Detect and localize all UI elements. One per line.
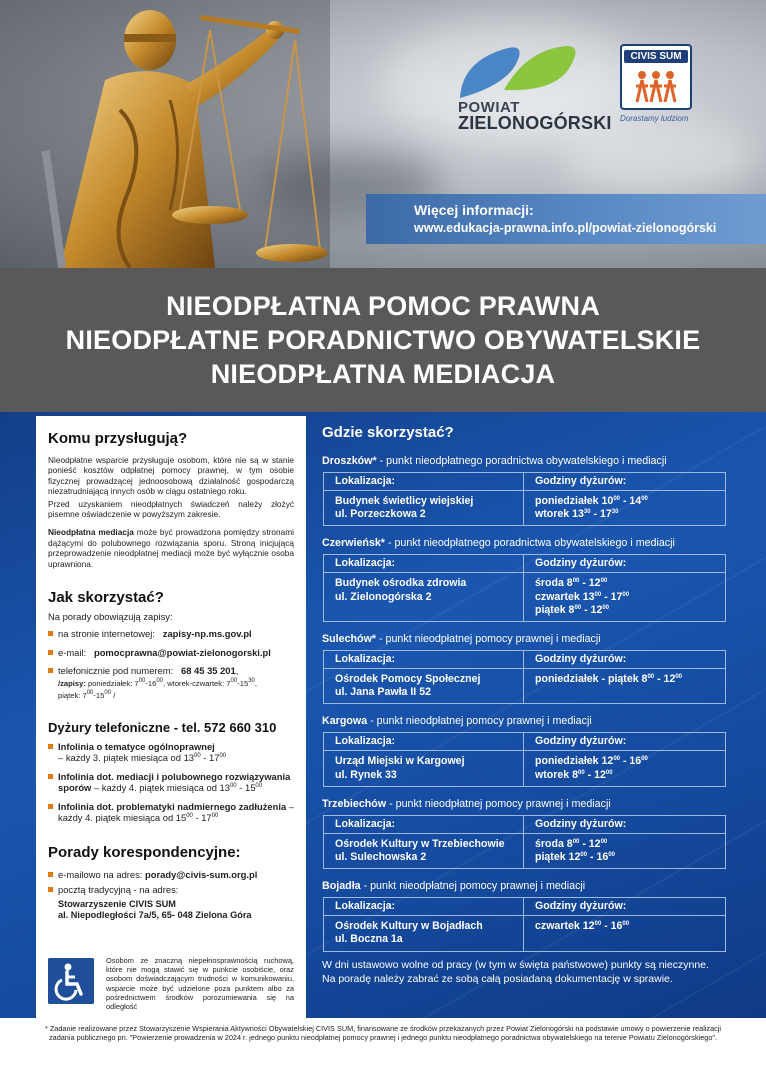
- how-web-label: na stronie internetowej:: [58, 628, 155, 640]
- location-table-header: [324, 651, 726, 669]
- location-table: [323, 472, 726, 526]
- location-town: Bojadła: [322, 880, 361, 893]
- location-table-row: [324, 573, 726, 622]
- corr-address: al. Niepodległości 7a/5, 65- 048 Zielona Góra: [58, 910, 252, 921]
- col-hours-header: Godziny dyżurów:: [524, 733, 726, 751]
- location-address: Ośrodek Pomocy Społecznej ul. Jana Pawła II 52: [324, 669, 524, 704]
- location-block: [322, 880, 732, 951]
- duty-item-1: Infolinia o tematyce ogólnoprawnej – każdy 3. piątek miesiąca od $13^{00} - 17^{00}$: [48, 741, 294, 764]
- who-paragraph-1: Nieodpłatne wsparcie przysługuje osobom, które nie są w stanie ponieść kosztów odpłatnej pomocy prawnej, w tym osobie fizycznej prowadzącej jednoosobową działalność gospodarczą niezatrudniającą innych osób w ciągu ostatniego roku.: [48, 455, 294, 497]
- civis-sum-name: CIVIS SUM: [624, 50, 688, 63]
- location-heading: [322, 798, 732, 810]
- location-town: Droszków*: [322, 455, 377, 467]
- location-address: Ośrodek Kultury w Bojadłach ul. Boczna 1a: [324, 916, 524, 951]
- how-email-link[interactable]: pomocprawna@powiat-zielonogorski.pl: [93, 646, 271, 658]
- footer: [0, 1018, 766, 1080]
- location-table-row: [324, 751, 726, 786]
- location-table: [323, 815, 726, 869]
- wheelchair-icon: [48, 958, 94, 1004]
- how-item-phone: telefonicznie pod numerem: 68 45 35 201, /zapisy: poniedziałek: $7^{00}-16^{00}$, wtorek-czwartek: $7^{00}-15^{30}$, piątek: $7^{00}-15^{00}$ /: [48, 665, 294, 702]
- duty-item-3: Infolinia dot. problematyki nadmiernego zadłużenia – każdy 4. piątek miesiąca od $15^{00} - 17^{00}$: [48, 801, 294, 824]
- location-table-header: [324, 815, 726, 833]
- people-icon: [634, 68, 678, 104]
- location-block: [322, 715, 732, 786]
- location-desc: - punkt nieodpłatnego poradnictwa obywatelskiego i mediacji: [384, 537, 675, 550]
- location-table-header: [324, 898, 726, 916]
- location-hours: [524, 833, 726, 868]
- right-panel: [322, 424, 732, 986]
- note-documents: Na poradę należy zabrać ze sobą całą posiadaną dokumentację w sprawie.: [322, 972, 673, 985]
- hours-line: środa $8^{00} - 12^{00}$: [535, 837, 608, 850]
- duty-item-2: Infolinia dot. mediacji i polubownego rozwiązywania sporów – każdy 4. piątek miesiąca od $13^{00} - 15^{00}$: [48, 771, 294, 794]
- location-hours: [524, 573, 726, 622]
- location-table-header: [324, 733, 726, 751]
- how-web-link[interactable]: zapisy-np.ms.gov.pl: [162, 628, 252, 640]
- hours-line: czwartek $12^{00} - 16^{00}$: [535, 920, 630, 933]
- hero-banner: [0, 0, 766, 268]
- corr-address-block: [48, 899, 294, 922]
- col-location-header: Lokalizacja:: [324, 473, 524, 491]
- hours-line: środa $8^{00} - 12^{00}$: [535, 577, 608, 590]
- hours-line: czwartek $13^{00} - 17^{00}$: [535, 590, 630, 603]
- how-phone-label: telefonicznie pod numerem:: [58, 665, 174, 677]
- col-hours-header: Godziny dyżurów:: [524, 898, 726, 916]
- corr-item-post: pocztą tradycyjną - na adres:: [48, 884, 294, 896]
- location-desc: - punkt nieodpłatnego poradnictwa obywatelskiego i mediacji: [376, 455, 667, 467]
- location-desc: - punkt nieodpłatnej pomocy prawnej i mediacji: [376, 633, 601, 646]
- location-hours: [524, 491, 726, 526]
- hours-line: piątek $8^{00} - 12^{00}$: [535, 603, 610, 616]
- col-hours-header: Godziny dyżurów:: [524, 815, 726, 833]
- accessibility-text: Osobom ze znaczną niepełnosprawnością ruchową, które nie mogą stawić się w punkcie osobiście, oraz osobom doświadczającym trudności w komunikowaniu, wsparcie może być udzielone poza punktem albo za pośrednictwem środków porozumiewania się na odległość: [106, 956, 294, 1012]
- left-panel: [36, 416, 306, 1018]
- duty-heading: Dyżury telefoniczne - tel. 572 660 310: [48, 719, 277, 735]
- title-line2: NIEODPŁATNE PORADNICTWO OBYWATELSKIE: [65, 325, 701, 355]
- civis-sum-logo: [620, 44, 692, 110]
- location-table: [323, 650, 726, 704]
- location-address: Ośrodek Kultury w Trzebiechowie ul. Sulechowska 2: [324, 833, 524, 868]
- col-hours-header: Godziny dyżurów:: [524, 473, 726, 491]
- mediation-text: może być prowadzona pomiędzy stronami dążącymi do polubownego rozwiązania sporu. Stroną inicjującą przeprowadzenie nieodpłatnej mediacji może być wyłącznie osoba uprawniona.: [48, 527, 294, 569]
- who-paragraph-2: Przed uzyskaniem nieodpłatnych świadczeń należy złożyć pisemne oświadczenie w powyższym zakresie.: [48, 498, 294, 520]
- location-desc: - punkt nieodpłatnej pomocy prawnej i mediacji: [367, 715, 592, 728]
- title-line1: NIEODPŁATNA POMOC PRAWNA: [166, 291, 600, 321]
- col-location-header: Lokalizacja:: [324, 651, 524, 669]
- location-heading: [322, 455, 732, 467]
- location-table-row: [324, 669, 726, 704]
- location-table-row: [324, 916, 726, 951]
- location-heading: [322, 880, 732, 892]
- corr-org: Stowarzyszenie CIVIS SUM: [58, 898, 176, 909]
- location-table: [323, 732, 726, 786]
- location-hours: [524, 751, 726, 786]
- how-heading: Jak skorzystać?: [48, 589, 164, 607]
- location-hours: [524, 669, 726, 704]
- closing-notes: [322, 958, 732, 986]
- correspondence-heading: Porady korespondencyjne:: [48, 843, 241, 861]
- where-heading: Gdzie skorzystać?: [322, 424, 454, 441]
- location-desc: - punkt nieodpłatnej pomocy prawnej i mediacji: [386, 797, 611, 810]
- col-location-header: Lokalizacja:: [324, 815, 524, 833]
- location-table-header: [324, 473, 726, 491]
- logo-line1: POWIAT: [458, 99, 520, 116]
- lady-justice-image: [0, 0, 330, 268]
- col-hours-header: Godziny dyżurów:: [524, 555, 726, 573]
- more-info-band: [366, 194, 766, 244]
- how-item-web: [48, 628, 294, 640]
- location-town: Sulechów*: [322, 633, 377, 646]
- footer-text: * Zadanie realizowane przez Stowarzyszenie Wspierania Aktywności Obywatelskiej CIVIS SUM, finansowane ze środków przekazanych przez Powiat Zielonogórski na podstawie umowy o powierzenie realizacji zadania publicznego pn. "Powierzenie prowadzenia w 2024 r. jednego punktu nieodpłatnej pomocy prawnej i jednego punktu nieodpłatnego poradnictwa obywatelskiego na terenie Powiatu Zielonogórskiego".: [44, 1024, 722, 1042]
- hours-line: wtorek $8^{00} - 12^{00}$: [535, 768, 613, 781]
- phone-hours: /zapisy: poniedziałek: $7^{00}-16^{00}$, wtorek-czwartek: $7^{00}-15^{30}$, piątek: $7^{00}-15^{00}$ /: [58, 677, 258, 701]
- who-heading: Komu przysługują?: [48, 430, 188, 447]
- hours-line: poniedziałek $10^{00} - 14^{00}$: [535, 495, 648, 507]
- locations-list: [322, 455, 732, 952]
- location-table-row: [324, 491, 726, 526]
- civis-slogan: Dorastamy ludziom: [620, 114, 689, 123]
- corr-email-link[interactable]: porady@civis-sum.org.pl: [145, 868, 258, 880]
- location-heading: [322, 633, 732, 645]
- location-heading: [322, 715, 732, 727]
- hours-line: piątek $12^{00} - 16^{00}$: [535, 851, 615, 864]
- phone-hours-label: /zapisy:: [58, 678, 86, 688]
- col-location-header: Lokalizacja:: [324, 733, 524, 751]
- who-paragraph-3: [48, 527, 294, 569]
- location-desc: - punkt nieodpłatnej pomocy prawnej i mediacji: [360, 880, 586, 893]
- col-location-header: Lokalizacja:: [324, 555, 524, 573]
- col-hours-header: Godziny dyżurów:: [524, 651, 726, 669]
- how-phone-number[interactable]: 68 45 35 201: [181, 665, 236, 677]
- location-block: [322, 798, 732, 869]
- hours-line: poniedziałek - piątek $8^{00} - 12^{00}$: [535, 673, 683, 686]
- duty-list: [48, 741, 294, 824]
- hours-line: poniedziałek $12^{00} - 16^{00}$: [535, 755, 648, 768]
- logo-line2: ZIELONOGÓRSKI: [458, 113, 612, 133]
- location-address: Budynek ośrodka zdrowia ul. Zielonogórska 2: [324, 573, 524, 622]
- location-block: [322, 633, 732, 704]
- location-town: Czerwieńsk*: [322, 537, 385, 550]
- location-table-header: [324, 555, 726, 573]
- how-item-email: [48, 647, 294, 659]
- title-line3: NIEODPŁATNA MEDIACJA: [210, 359, 556, 389]
- location-heading: [322, 537, 732, 549]
- location-town: Kargowa: [322, 715, 368, 728]
- col-location-header: Lokalizacja:: [324, 898, 524, 916]
- more-info-label: Więcej informacji:: [414, 202, 534, 218]
- location-block: [322, 537, 732, 622]
- location-table: [323, 897, 726, 951]
- location-address: Budynek świetlicy wiejskiej ul. Porzeczkowa 2: [324, 491, 524, 526]
- location-hours: [524, 916, 726, 951]
- location-address: Urząd Miejski w Kargowej ul. Rynek 33: [324, 751, 524, 786]
- location-table: [323, 554, 726, 622]
- corr-item-email: e-mailowo na adres: porady@civis-sum.org.pl: [48, 869, 294, 881]
- how-intro: Na porady obowiązują zapisy:: [48, 611, 173, 623]
- location-table-row: [324, 833, 726, 868]
- location-town: Trzebiechów: [322, 797, 387, 810]
- mediation-term: Nieodpłatna mediacja: [48, 527, 134, 538]
- hours-line: wtorek $13^{30} - 17^{30}$: [535, 508, 619, 521]
- how-list: [48, 628, 294, 702]
- location-block: [322, 455, 732, 526]
- accessibility-box: [48, 956, 294, 1010]
- note-holidays: W dni ustawowo wolne od pracy (w tym w święta państwowe) punkty są nieczynne.: [322, 958, 709, 971]
- correspondence-list: [48, 869, 294, 896]
- more-info-url[interactable]: www.edukacja-prawna.info.pl/powiat-zielonogórski: [414, 221, 717, 235]
- title-bar: [0, 268, 766, 412]
- how-email-label: e-mail:: [58, 646, 87, 658]
